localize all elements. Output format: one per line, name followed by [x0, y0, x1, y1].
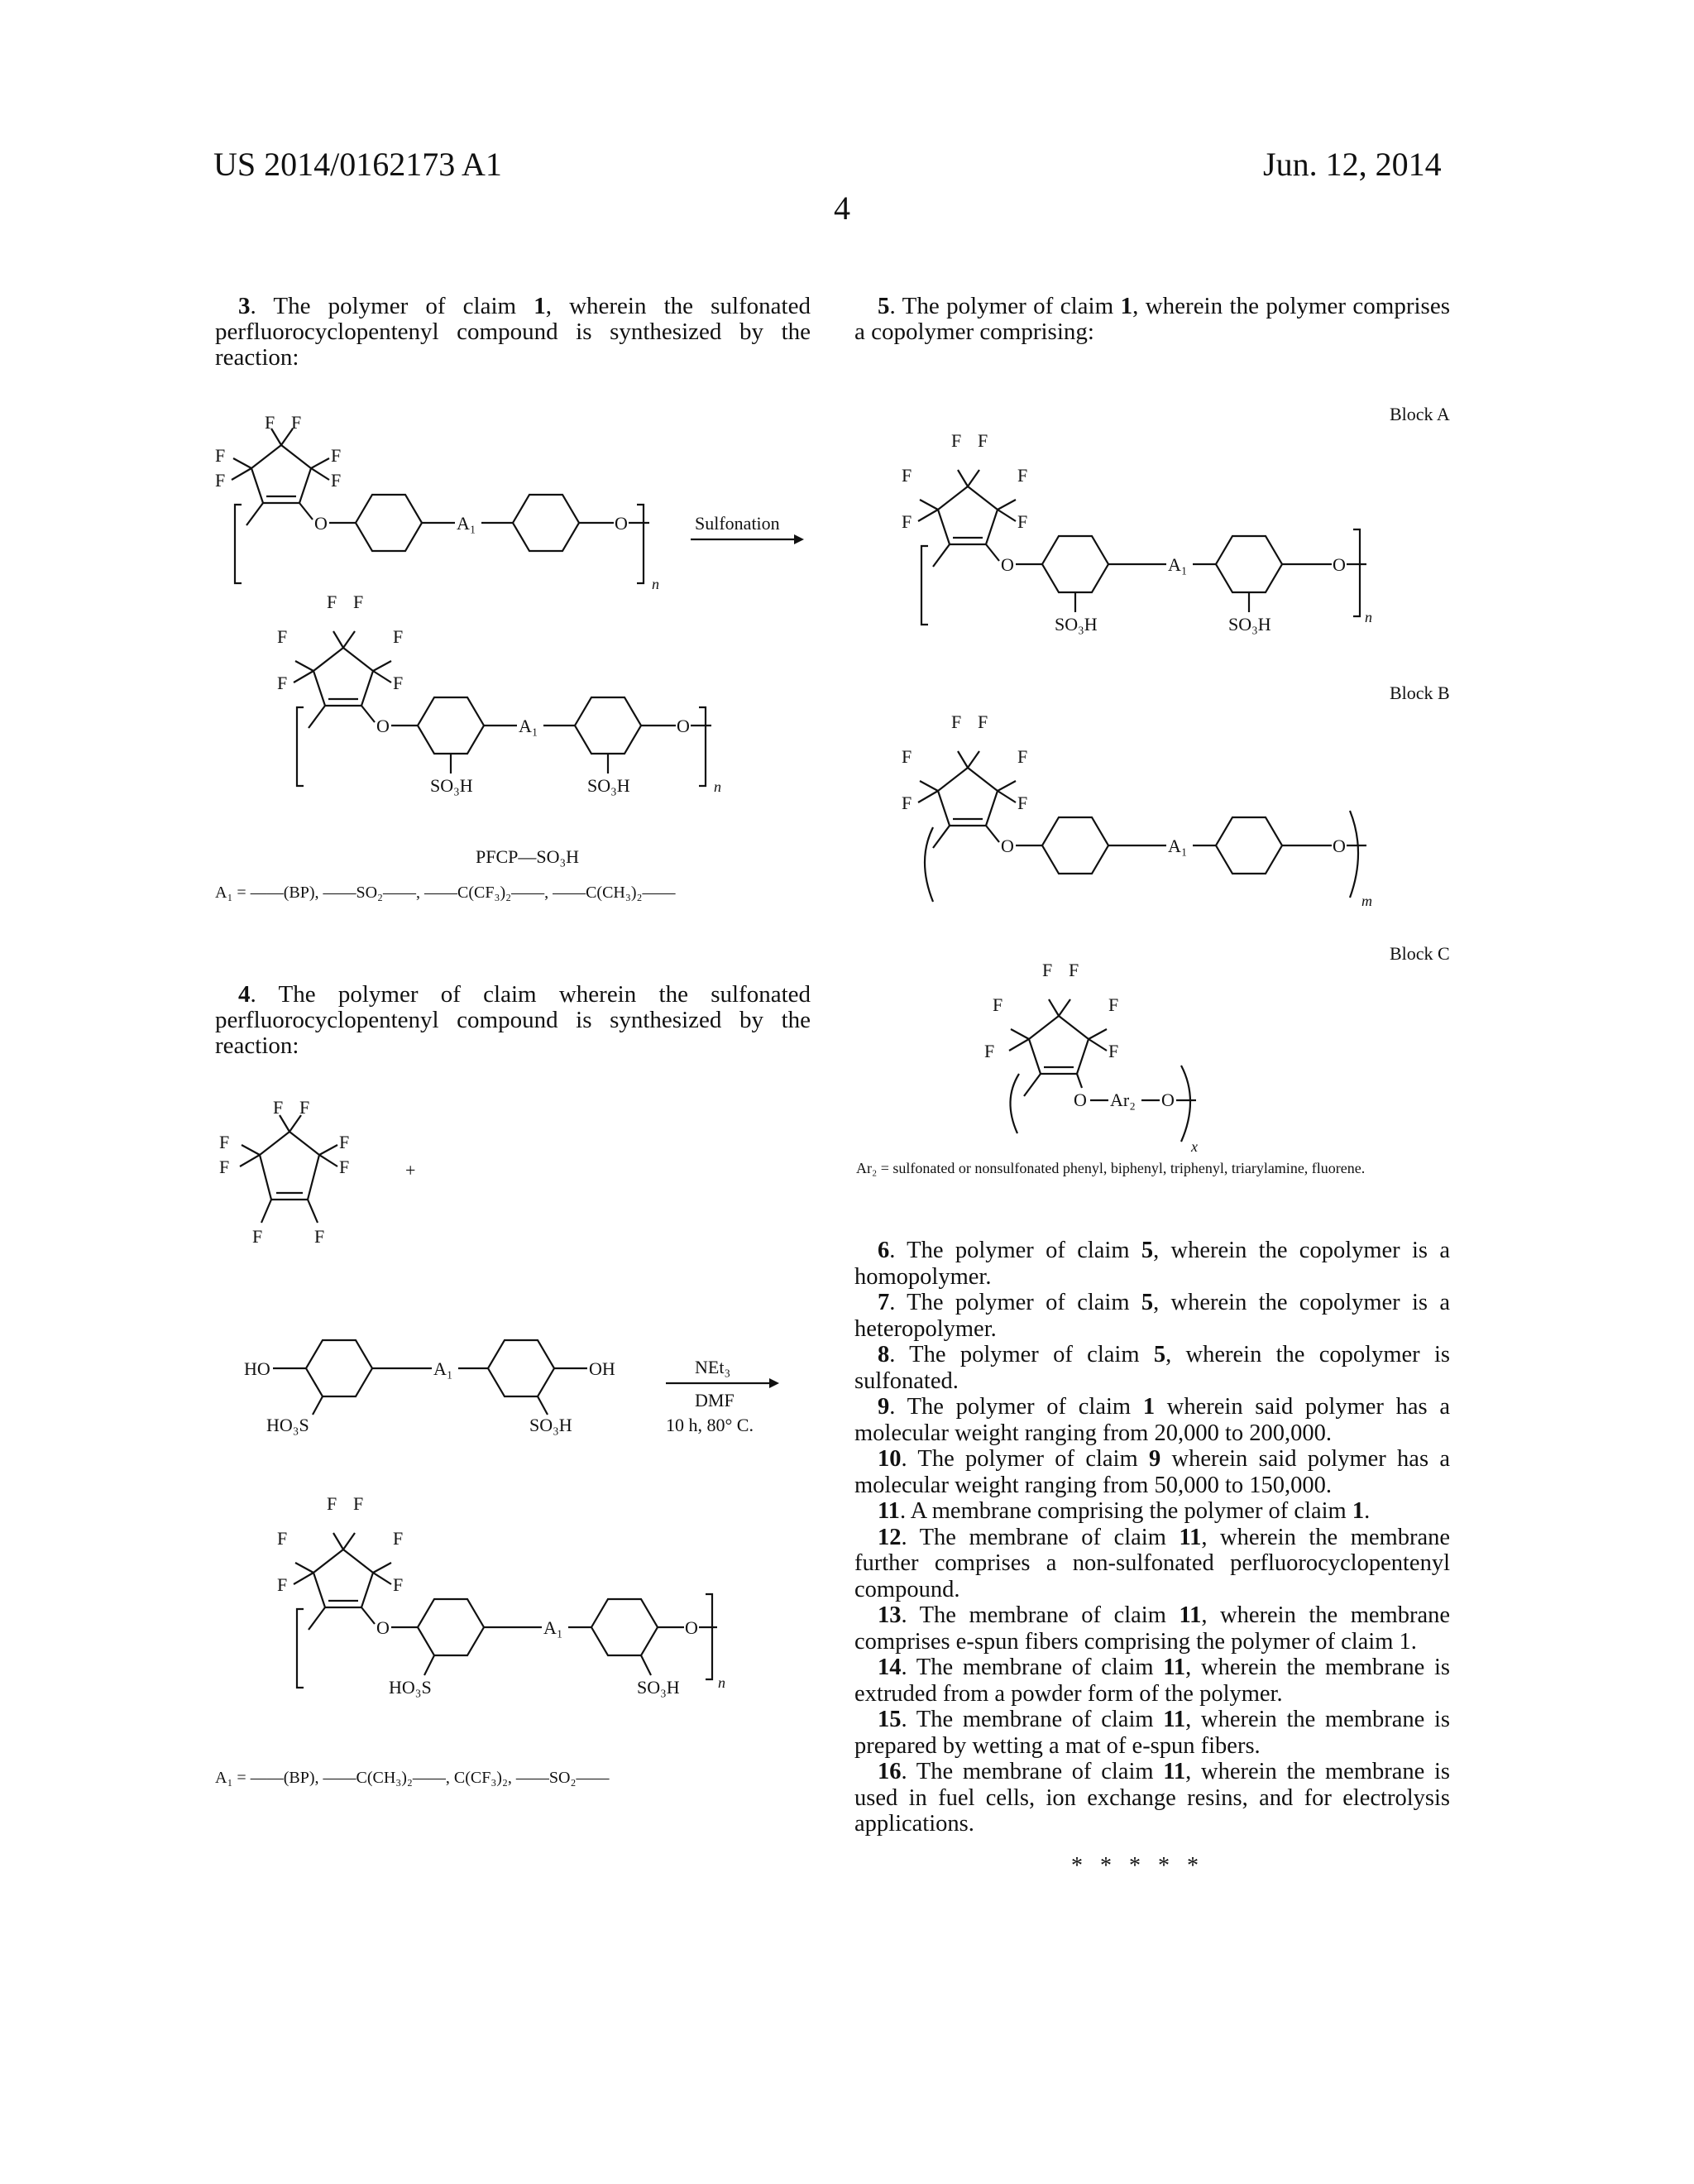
fluorine-label: F: [252, 1226, 263, 1247]
claim-item: [854, 1342, 1450, 1394]
phenyl-ring: [418, 1599, 484, 1655]
sulfonic-acid-label: SO₃H: [1228, 614, 1271, 635]
claim-3-reaction-figure: [199, 405, 852, 910]
fluorine-label: F: [393, 1574, 404, 1595]
fluorine-label: F: [393, 1528, 404, 1549]
claim-text: , wherein the sulfonated perfluorocyclopentenyl compound is synthesized by the reaction:: [215, 293, 811, 371]
sulfonic-acid-label: SO₃H: [587, 775, 630, 796]
claim-number: 11: [878, 1498, 900, 1524]
sulfonic-acid-label: SO₃H: [430, 775, 473, 796]
claim-item: [854, 1602, 1450, 1655]
claim-item: [854, 1498, 1450, 1525]
phenyl-ring: [488, 1340, 554, 1396]
claim-ref: 5: [1141, 1290, 1154, 1315]
fluorine-label: F: [951, 430, 962, 451]
oxygen-label: O: [1161, 1090, 1175, 1110]
reagent-solvent: DMF: [695, 1390, 735, 1410]
a1-label: A₁: [519, 716, 538, 736]
oxygen-label: O: [1074, 1090, 1087, 1110]
claim-item: [854, 1290, 1450, 1342]
oxygen-label: O: [1333, 554, 1346, 575]
fluorine-label: F: [331, 445, 342, 466]
phenyl-ring: [306, 1340, 372, 1396]
claim-text: . The membrane of claim: [901, 1655, 1164, 1680]
claim-text: . The membrane of claim: [901, 1759, 1164, 1784]
claim-number: 16: [878, 1759, 902, 1784]
claim-item: [854, 1525, 1450, 1603]
oxygen-label: O: [1001, 836, 1014, 856]
cyclopentene-ring: [313, 1549, 373, 1607]
repeat-n: n: [714, 778, 721, 795]
fluorine-label: F: [339, 1157, 350, 1177]
fluorine-label: F: [277, 1574, 288, 1595]
claim-ref: 5: [1153, 1342, 1166, 1367]
phenyl-ring: [1216, 536, 1282, 592]
claim-text: wherein said polymer has a molecular weight ranging from 20,000 to 200,000.: [854, 1394, 1450, 1446]
claim-ref: 11: [1179, 1602, 1202, 1628]
claim-ref: 11: [1163, 1759, 1186, 1784]
claim-ref: 11: [1163, 1655, 1186, 1680]
claim-item: [854, 1394, 1450, 1446]
claim-3-text: [215, 294, 811, 371]
phenyl-ring: [513, 495, 579, 551]
claim-number: 15: [878, 1707, 902, 1732]
oxygen-label: O: [677, 716, 690, 736]
fluorine-label: F: [1042, 960, 1053, 980]
claim-text: . The polymer of claim: [250, 293, 534, 319]
fluorine-label: F: [951, 711, 962, 732]
phenyl-ring: [418, 697, 484, 754]
claim-text: . The polymer of claim: [889, 1238, 1141, 1263]
cyclopentene-ring: [938, 486, 998, 544]
fluorine-label: F: [265, 412, 275, 433]
claim-number: 4: [238, 981, 251, 1008]
repeat-n: n: [652, 576, 659, 592]
fluorine-label: F: [327, 1493, 337, 1514]
ar2-label: Ar₂: [1110, 1090, 1136, 1110]
claim-text: , wherein the membrane is used in fuel cells, ion exchange resins, and for electrolysis applications.: [854, 1759, 1450, 1837]
claim-text: , wherein the polymer comprises a copolymer comprising:: [854, 293, 1450, 345]
fluorine-label: F: [1108, 1041, 1119, 1061]
claims-list: [854, 1238, 1450, 1837]
claim-text: . The polymer of claim: [901, 1446, 1149, 1472]
claim-ref: 1: [1120, 293, 1133, 319]
a1-definition: A₁ = ——(BP), ——SO₂——, ——C(CF₃)₂——, ——C(CH₃)₂——: [215, 884, 676, 902]
claim-text: . The polymer of claim: [889, 1342, 1154, 1367]
fluorine-label: F: [273, 1097, 284, 1118]
sulfonic-acid-label: HO₃S: [266, 1415, 309, 1435]
fluorine-label: F: [331, 470, 342, 491]
oxygen-label: O: [376, 1617, 390, 1638]
fluorine-label: F: [902, 746, 912, 767]
repeat-n: n: [718, 1674, 725, 1691]
claim-number: 6: [878, 1238, 890, 1263]
block-a-label: Block A: [1390, 404, 1450, 424]
claim-text: . The membrane of claim: [901, 1524, 1180, 1550]
fluorine-label: F: [1017, 746, 1028, 767]
hydroxyl-label: OH: [589, 1358, 615, 1379]
fluorine-label: F: [393, 626, 404, 647]
reagent-base: NEt₃: [695, 1357, 731, 1377]
phenyl-ring: [1042, 817, 1108, 874]
cyclopentene-ring: [260, 1132, 319, 1200]
claim-number: 9: [878, 1394, 890, 1420]
patent-number: US 2014/0162173 A1: [213, 146, 502, 183]
fluorine-label: F: [219, 1157, 230, 1177]
claim-text: wherein said polymer has a molecular weight ranging from 50,000 to 150,000.: [854, 1446, 1450, 1498]
claim-ref: 11: [1179, 1524, 1202, 1550]
claim-ref: 5: [1141, 1238, 1154, 1263]
oxygen-label: O: [1001, 554, 1014, 575]
cyclopentene-ring: [251, 445, 311, 503]
oxygen-label: O: [685, 1617, 698, 1638]
plus-sign: +: [405, 1160, 416, 1181]
claim-text: , wherein the copolymer is sulfonated.: [854, 1342, 1450, 1394]
fluorine-label: F: [978, 430, 988, 451]
fluorine-label: F: [902, 793, 912, 813]
cyclopentene-ring: [313, 648, 373, 706]
page-number: 4: [834, 189, 850, 227]
fluorine-label: F: [1017, 465, 1028, 486]
arrow-label: Sulfonation: [695, 513, 780, 534]
fluorine-label: F: [215, 470, 226, 491]
claim-item: [854, 1707, 1450, 1759]
fluorine-label: F: [993, 994, 1003, 1015]
end-of-document-marks: * * * * *: [1071, 1853, 1199, 1879]
reaction-conditions: 10 h, 80° C.: [666, 1415, 754, 1435]
a1-label: A₁: [433, 1358, 453, 1379]
claim-number: 12: [878, 1524, 902, 1550]
oxygen-label: O: [314, 513, 328, 534]
fluorine-label: F: [327, 592, 337, 612]
product-name: PFCP—SO₃H: [476, 846, 580, 867]
fluorine-label: F: [984, 1041, 995, 1061]
fluorine-label: F: [215, 445, 226, 466]
fluorine-label: F: [1017, 511, 1028, 532]
phenyl-ring: [575, 697, 641, 754]
block-b-label: Block B: [1390, 682, 1450, 703]
hydroxyl-label: HO: [244, 1358, 270, 1379]
claim-text: , wherein the membrane comprises e-spun fibers comprising the polymer of claim 1.: [854, 1602, 1450, 1655]
claim-number: 8: [878, 1342, 890, 1367]
fluorine-label: F: [339, 1132, 350, 1152]
publication-date: Jun. 12, 2014: [1263, 146, 1442, 183]
claim-text: . The polymer of claim: [889, 293, 1121, 319]
sulfonic-acid-label: SO₃H: [1055, 614, 1098, 635]
repeat-n: n: [1365, 609, 1372, 625]
claim-ref: 9: [1148, 1446, 1161, 1472]
repeat-m: m: [1361, 893, 1372, 909]
fluorine-label: F: [1108, 994, 1119, 1015]
fluorine-label: F: [353, 592, 364, 612]
oxygen-label: O: [1333, 836, 1346, 856]
claim-5-text: [854, 294, 1450, 345]
claim-item: [854, 1446, 1450, 1498]
claim-number: 14: [878, 1655, 902, 1680]
a1-label: A₁: [457, 513, 476, 534]
claim-item: [854, 1238, 1450, 1290]
claim-number: 3: [238, 293, 251, 319]
repeat-x: x: [1191, 1138, 1198, 1155]
cyclopentene-ring: [938, 768, 998, 826]
a1-label: A₁: [1168, 554, 1188, 575]
fluorine-label: F: [219, 1132, 230, 1152]
fluorine-label: F: [314, 1226, 325, 1247]
claim-text: . The polymer of claim: [889, 1394, 1143, 1420]
a1-label: A₁: [543, 1617, 563, 1638]
fluorine-label: F: [902, 511, 912, 532]
a1-definition: A₁ = ——(BP), ——C(CH₃)₂——, C(CF₃)₂, ——SO₂——: [215, 1769, 610, 1787]
cyclopentene-ring: [1029, 1016, 1089, 1074]
fluorine-label: F: [1017, 793, 1028, 813]
ar2-definition: Ar₂ = sulfonated or nonsulfonated phenyl, biphenyl, triphenyl, triarylamine, fluorene.: [856, 1160, 1366, 1176]
claim-text: , wherein the membrane is prepared by wetting a mat of e-spun fibers.: [854, 1707, 1450, 1759]
phenyl-ring: [1042, 536, 1108, 592]
claim-item: [854, 1655, 1450, 1707]
fluorine-label: F: [353, 1493, 364, 1514]
claim-text: , wherein the copolymer is a heteropolymer.: [854, 1290, 1450, 1342]
sulfonic-acid-label: SO₃H: [637, 1677, 680, 1698]
claim-text: , wherein the membrane is extruded from a powder form of the polymer.: [854, 1655, 1450, 1707]
fluorine-label: F: [393, 673, 404, 693]
oxygen-label: O: [376, 716, 390, 736]
sulfonic-acid-label: HO₃S: [389, 1677, 432, 1698]
fluorine-label: F: [277, 1528, 288, 1549]
block-c-label: Block C: [1390, 943, 1450, 964]
fluorine-label: F: [902, 465, 912, 486]
claim-text: . A membrane comprising the polymer of claim: [899, 1498, 1352, 1524]
fluorine-label: F: [291, 412, 302, 433]
claim-item: [854, 1759, 1450, 1837]
claim-number: 7: [878, 1290, 890, 1315]
fluorine-label: F: [277, 673, 288, 693]
claim-text: . The polymer of claim: [889, 1290, 1141, 1315]
claim-text: . The membrane of claim: [901, 1602, 1180, 1628]
claim-ref: 11: [1163, 1707, 1186, 1732]
claim-number: 13: [878, 1602, 902, 1628]
claim-text: . The membrane of claim: [901, 1707, 1164, 1732]
claim-ref: 1: [1352, 1498, 1365, 1524]
claim-ref: 1: [534, 293, 546, 319]
claim-4-text: [215, 982, 811, 1059]
phenyl-ring: [591, 1599, 658, 1655]
phenyl-ring: [1216, 817, 1282, 874]
a1-label: A₁: [1168, 836, 1188, 856]
claim-4-reaction-figure: [199, 1084, 852, 1795]
claim-text: .: [1364, 1498, 1371, 1524]
claim-ref: 1: [1142, 1394, 1156, 1420]
fluorine-label: F: [1069, 960, 1079, 980]
claim-text: . The polymer of claim wherein the sulfonated perfluorocyclopentenyl compound is synthesized by the reaction:: [215, 981, 811, 1059]
phenyl-ring: [356, 495, 422, 551]
fluorine-label: F: [299, 1097, 310, 1118]
claim-5-copolymer-figure: [852, 397, 1456, 1191]
oxygen-label: O: [615, 513, 628, 534]
claim-number: 5: [878, 293, 890, 319]
claim-text: , wherein the membrane further comprises a non-sulfonated perfluorocyclopentenyl compound.: [854, 1524, 1450, 1602]
fluorine-label: F: [978, 711, 988, 732]
claim-text: , wherein the copolymer is a homopolymer.: [854, 1238, 1450, 1290]
sulfonic-acid-label: SO₃H: [529, 1415, 572, 1435]
claim-number: 10: [878, 1446, 902, 1472]
fluorine-label: F: [277, 626, 288, 647]
